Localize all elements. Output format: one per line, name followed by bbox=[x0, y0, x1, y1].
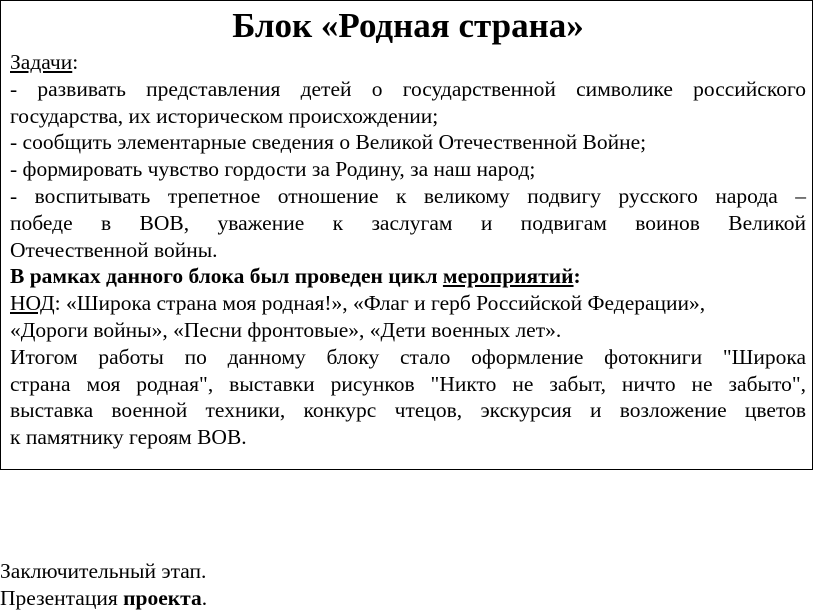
task-line: победе в ВОВ, уважение к заслугам и подвигам воинов Великой bbox=[10, 210, 806, 235]
task-line: - развивать представления детей о государственной символике российского bbox=[10, 76, 806, 101]
result-line: страна моя родная", выставки рисунков "Никто не забыт, ничто не забыто", bbox=[10, 371, 806, 396]
events-word: мероприятий bbox=[442, 264, 574, 289]
task-line: - формировать чувство гордости за Родину, за наш народ; bbox=[10, 157, 536, 182]
presentation-text bbox=[0, 585, 207, 612]
task-line: Отечественной войны. bbox=[10, 237, 218, 262]
nod-label: НОД bbox=[10, 291, 55, 316]
tasks-colon: : bbox=[72, 50, 79, 74]
events-colon: : bbox=[573, 264, 581, 289]
events-heading bbox=[10, 263, 806, 290]
result-line: выставка военной техники, конкурс чтецов, экскурсия и возложение цветов bbox=[10, 398, 806, 423]
task-line: - сообщить элементарные сведения о Великой Отечественной Войне; bbox=[10, 130, 647, 155]
block-body bbox=[10, 49, 806, 451]
presentation-bold: проекта bbox=[123, 586, 202, 610]
footer bbox=[0, 558, 207, 612]
tasks-label: Задачи bbox=[10, 50, 73, 74]
block-title: Блок «Родная страна» bbox=[232, 6, 584, 45]
result-line: к памятнику героям ВОВ. bbox=[10, 425, 247, 450]
nod-list-1: : «Широка страна моя родная!», «Флаг и герб Российской Федерации», bbox=[54, 291, 706, 316]
presentation-prefix: Презентация bbox=[0, 586, 124, 610]
nod-line bbox=[10, 290, 806, 317]
result-line: Итогом работы по данному блоку стало оформление фотокниги "Широка bbox=[10, 344, 806, 369]
final-stage-text: Заключительный этап. bbox=[0, 559, 207, 583]
presentation-suffix: . bbox=[201, 586, 208, 610]
nod-list-2: «Дороги войны», «Песни фронтовые», «Дети военных лет». bbox=[10, 317, 562, 342]
task-line: - воспитывать трепетное отношение к великому подвигу русского народа – bbox=[10, 183, 806, 208]
task-line: государства, их историческом происхождении; bbox=[10, 103, 439, 128]
events-intro: В рамках данного блока был проведен цикл bbox=[10, 264, 443, 289]
tasks-heading bbox=[10, 49, 806, 76]
